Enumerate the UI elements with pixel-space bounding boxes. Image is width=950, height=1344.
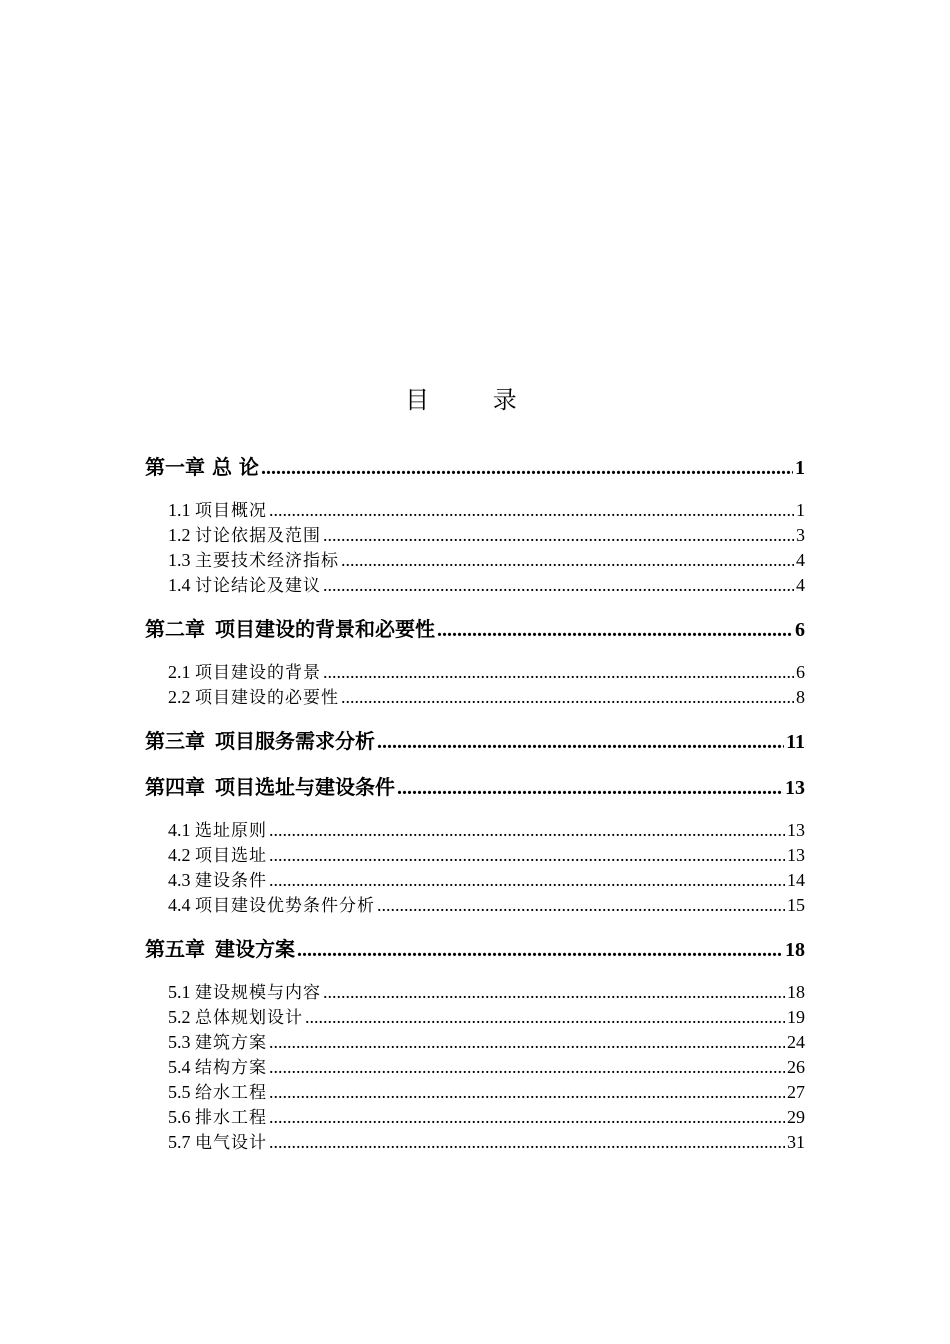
toc-section[interactable] [145, 868, 805, 893]
toc-section[interactable] [145, 523, 805, 548]
leader-dots [323, 573, 794, 598]
section-title: 项目概况 [195, 501, 267, 521]
chapter-title: 项目建设的背景和必要性 [215, 617, 435, 641]
page-number: 4 [796, 575, 805, 595]
leader-dots [323, 660, 794, 685]
toc-section[interactable] [145, 685, 805, 710]
page-number: 29 [787, 1107, 805, 1127]
section-number: 2.1 [168, 662, 191, 682]
page-number: 31 [787, 1132, 805, 1152]
section-title: 电气设计 [195, 1133, 267, 1153]
section-title: 建设条件 [195, 871, 267, 891]
toc-chapter[interactable] [145, 726, 805, 756]
leader-dots [397, 773, 783, 803]
section-number: 2.2 [168, 687, 191, 707]
section-number: 4.4 [168, 895, 191, 915]
toc-section[interactable] [145, 548, 805, 573]
toc-chapter[interactable] [145, 934, 805, 964]
page-number: 18 [787, 982, 805, 1002]
section-number: 4.2 [168, 845, 191, 865]
page-number: 1 [796, 500, 805, 520]
toc-section[interactable] [145, 573, 805, 598]
toc-heading: 目 录 [405, 386, 545, 414]
section-number: 5.3 [168, 1032, 191, 1052]
toc-section[interactable] [145, 818, 805, 843]
section-number: 4.1 [168, 820, 191, 840]
toc-section[interactable] [145, 1005, 805, 1030]
section-title: 讨论依据及范围 [195, 526, 321, 546]
section-number: 5.6 [168, 1107, 191, 1127]
section-title: 排水工程 [195, 1108, 267, 1128]
chapter-number: 第五章 [145, 937, 205, 961]
page-number: 27 [787, 1082, 805, 1102]
page-number: 6 [795, 619, 805, 641]
page-number: 14 [787, 870, 805, 890]
leader-dots [269, 498, 794, 523]
page-number: 15 [787, 895, 805, 915]
toc-section[interactable] [145, 1030, 805, 1055]
section-title: 项目建设的必要性 [195, 688, 339, 708]
page-number: 6 [796, 662, 805, 682]
leader-dots [377, 727, 784, 757]
chapter-title: 项目选址与建设条件 [215, 775, 395, 799]
chapter-number: 第三章 [145, 729, 205, 753]
chapter-number: 第二章 [145, 617, 205, 641]
section-number: 5.4 [168, 1057, 191, 1077]
toc-section[interactable] [145, 893, 805, 918]
leader-dots [437, 615, 793, 645]
toc-chapter[interactable] [145, 772, 805, 802]
page-number: 13 [785, 777, 805, 799]
section-title: 建设规模与内容 [195, 983, 321, 1003]
leader-dots [269, 1105, 785, 1130]
leader-dots [269, 1080, 785, 1105]
toc-section[interactable] [145, 1080, 805, 1105]
leader-dots [377, 893, 785, 918]
section-number: 4.3 [168, 870, 191, 890]
page-number: 19 [787, 1007, 805, 1027]
leader-dots [305, 1005, 785, 1030]
chapter-number: 第一章 总 论 [145, 455, 259, 479]
toc-section[interactable] [145, 498, 805, 523]
section-title: 讨论结论及建议 [195, 576, 321, 596]
table-of-contents [145, 452, 805, 1155]
leader-dots [323, 523, 794, 548]
leader-dots [269, 843, 785, 868]
section-number: 1.4 [168, 575, 191, 595]
page-number: 24 [787, 1032, 805, 1052]
section-number: 1.3 [168, 550, 191, 570]
section-number: 5.2 [168, 1007, 191, 1027]
section-title: 项目建设的背景 [195, 663, 321, 683]
section-number: 5.1 [168, 982, 191, 1002]
leader-dots [323, 980, 785, 1005]
section-title: 总体规划设计 [195, 1008, 303, 1028]
toc-section[interactable] [145, 843, 805, 868]
leader-dots [297, 935, 783, 965]
leader-dots [261, 453, 793, 483]
section-title: 主要技术经济指标 [195, 551, 339, 571]
chapter-number: 第四章 [145, 775, 205, 799]
section-title: 建筑方案 [195, 1033, 267, 1053]
toc-section[interactable] [145, 1105, 805, 1130]
toc-chapter[interactable] [145, 452, 805, 482]
chapter-title: 项目服务需求分析 [215, 729, 375, 753]
leader-dots [341, 548, 794, 573]
leader-dots [269, 818, 785, 843]
section-number: 1.1 [168, 500, 191, 520]
section-title: 选址原则 [195, 821, 267, 841]
toc-section[interactable] [145, 1130, 805, 1155]
section-title: 项目建设优势条件分析 [195, 896, 375, 916]
toc-section[interactable] [145, 1055, 805, 1080]
page-number: 3 [796, 525, 805, 545]
page-number: 8 [796, 687, 805, 707]
section-title: 给水工程 [195, 1083, 267, 1103]
page-number: 13 [787, 845, 805, 865]
page-number: 26 [787, 1057, 805, 1077]
toc-section[interactable] [145, 660, 805, 685]
section-title: 结构方案 [195, 1058, 267, 1078]
toc-chapter[interactable] [145, 614, 805, 644]
leader-dots [269, 1030, 785, 1055]
toc-section[interactable] [145, 980, 805, 1005]
page-number: 11 [786, 731, 805, 753]
page-number: 4 [796, 550, 805, 570]
section-number: 5.5 [168, 1082, 191, 1102]
leader-dots [269, 1055, 785, 1080]
section-number: 1.2 [168, 525, 191, 545]
leader-dots [269, 868, 785, 893]
section-title: 项目选址 [195, 846, 267, 866]
leader-dots [341, 685, 794, 710]
page-number: 1 [795, 457, 805, 479]
leader-dots [269, 1130, 785, 1155]
page-number: 18 [785, 939, 805, 961]
section-number: 5.7 [168, 1132, 191, 1152]
chapter-title: 建设方案 [215, 937, 295, 961]
page-number: 13 [787, 820, 805, 840]
